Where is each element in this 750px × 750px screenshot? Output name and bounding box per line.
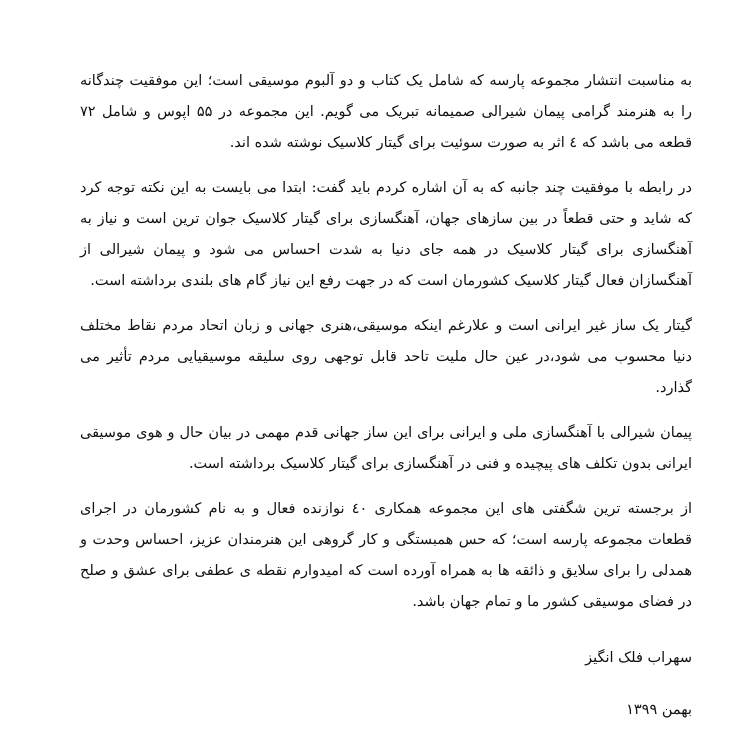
letter-body: [80, 66, 692, 632]
paragraph-2: در رابطه با موفقیت چند جانبه که به آن اشاره کردم باید گفت: ابتدا می بایست به این نکته توجه کرد که شاید و حتی قطعاً در بین سازهای جهان، آهنگسازی برای گیتار کلاسیک جوان ترین است و نیاز به آهنگسازی برای گیتار کلاسیک در همه جای دنیا به شدت احساس می شود و پیمان شیرالی از آهنگسازان فعال گیتار کلاسیک کشورمان است که در جهت رفع این نیاز گام های بلندی برداشته است.: [80, 180, 692, 289]
author-name: سهراب فلک انگیز: [585, 650, 692, 666]
signature-date: بهمن ۱۳۹۹: [626, 702, 692, 718]
paragraph-5: از برجسته ترین شگفتی های این مجموعه همکاری ٤٠ نوازنده فعال و به نام کشورمان در اجرای قطعات مجموعه پارسه است؛ که حس همبستگی و کار گروهی این هنرمندان عزیز، احساس وحدت و همدلی را برای سلایق و ذائقه ها به همراه آورده است که امیدوارم نقطه ی عطفی برای عشق و صلح در فضای موسیقی کشور ما و تمام جهان باشد.: [80, 501, 692, 610]
signature-block: [292, 632, 692, 736]
paragraph-3: گیتار یک ساز غیر ایرانی است و علارغم اینکه موسیقی،هنری جهانی و زبان اتحاد مردم نقاط مختلف دنیا محسوب می شود،در عین حال ملیت تاحد قابل توجهی روی سلیقه موسیقیایی مردم تأثیر می گذارد.: [80, 318, 692, 396]
paragraph-1: به مناسبت انتشار مجموعه پارسه که شامل یک کتاب و دو آلبوم موسیقی است؛ این موفقیت چندگانه را به هنرمند گرامی پیمان شیرالی صمیمانه تبریک می گویم. این مجموعه در ۵۵ اپوس و شامل ۷۲ قطعه می باشد که ٤ اثر به صورت سوئیت برای گیتار کلاسیک نوشته شده اند.: [80, 73, 692, 151]
paragraph-4: پیمان شیرالی با آهنگسازی ملی و ایرانی برای این ساز جهانی قدم مهمی در بیان حال و هوی موسیقی ایرانی بدون تکلف های پیچیده و فنی در آهنگسازی برای گیتار کلاسیک برداشته است.: [80, 425, 692, 472]
